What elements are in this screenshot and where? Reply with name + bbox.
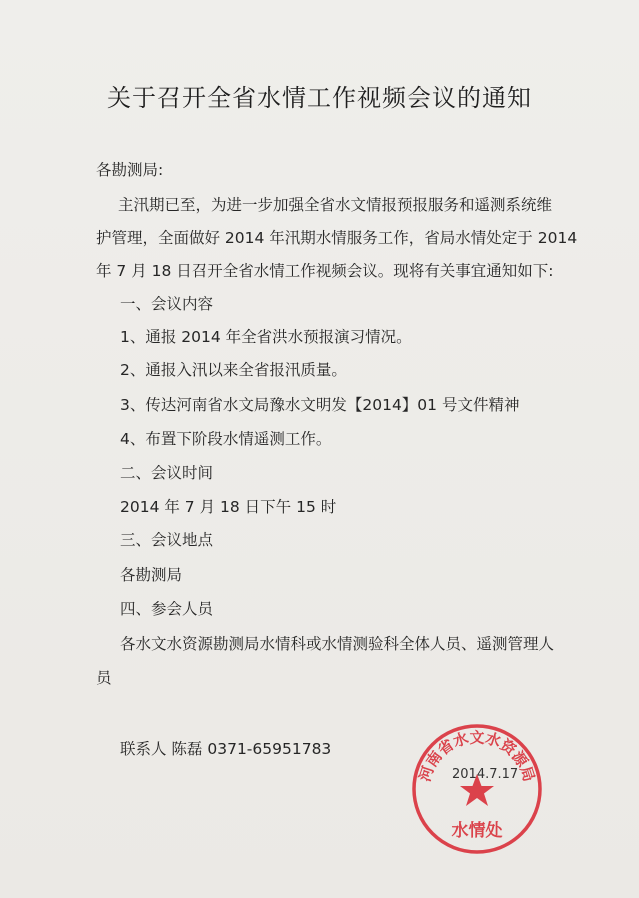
issue-date: 2014.7.17	[452, 767, 519, 782]
attendees-line-2: 员	[96, 669, 112, 687]
agenda-item-3: 3、传达河南省水文局豫水文明发【2014】01 号文件精神	[120, 396, 520, 414]
contact-info: 联系人 陈磊 0371-65951783	[120, 740, 332, 758]
attendees-line-1: 各水文水资源勘测局水情科或水情测验科全体人员、遥测管理人	[120, 635, 555, 653]
section-heading-attendees: 四、参会人员	[120, 600, 214, 618]
seal-bottom-text: 水情处	[451, 821, 503, 841]
meeting-location: 各勘测局	[120, 566, 183, 584]
agenda-item-2: 2、通报入汛以来全省报汛质量。	[120, 361, 347, 379]
agenda-item-1: 1、通报 2014 年全省洪水预报演习情况。	[120, 328, 412, 346]
official-seal	[410, 722, 544, 856]
section-heading-location: 三、会议地点	[120, 531, 214, 549]
body-line-3: 年 7 月 18 日召开全省水情工作视频会议。现将有关事宜通知如下:	[96, 262, 554, 280]
body-line-1: 主汛期已至，为进一步加强全省水文情报预报服务和遥测系统维	[118, 196, 553, 214]
seal-ring-text: 河南省水文水资源局	[415, 728, 539, 784]
meeting-time: 2014 年 7 月 18 日下午 15 时	[120, 498, 337, 516]
agenda-item-4: 4、布置下阶段水情遥测工作。	[120, 430, 332, 448]
document-title: 关于召开全省水情工作视频会议的通知	[107, 84, 532, 112]
section-heading-content: 一、会议内容	[120, 295, 214, 313]
salutation: 各勘测局:	[96, 161, 164, 179]
section-heading-time: 二、会议时间	[120, 464, 214, 482]
body-line-2: 护管理，全面做好 2014 年汛期水情服务工作，省局水情处定于 2014	[96, 229, 578, 247]
